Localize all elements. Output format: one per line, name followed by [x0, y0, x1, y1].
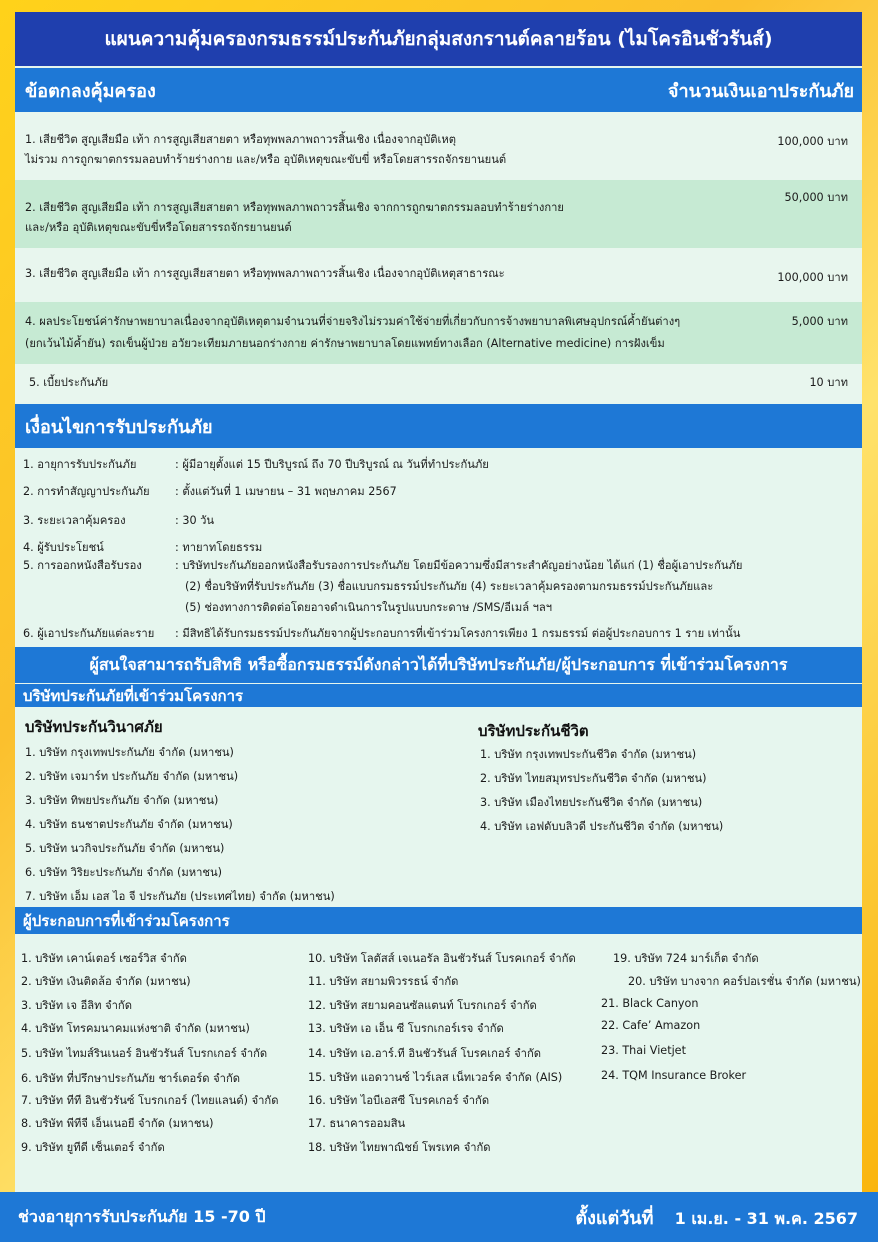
operator-item: 13. บริษัท เอ เอ็น ซี โบรกเกอร์เรจ จำกัด: [308, 1022, 504, 1035]
info-banner: ผู้สนใจสามารถรับสิทธิ หรือซื้อกรมธรรม์ดังกล่าวได้ที่บริษัทประกันภัย/ผู้ประกอบการ ที่เข้าร่วมโครงการ: [15, 647, 862, 683]
operator-item: 19. บริษัท 724 มาร์เก็ต จำกัด: [613, 952, 759, 965]
operator-item: 16. บริษัท ไอบีเอสซี โบรคเกอร์ จำกัด: [308, 1094, 490, 1107]
operator-item: 8. บริษัท พีทีจี เอ็นเนอยี จำกัด (มหาชน): [21, 1117, 214, 1130]
footer-period-value: 1 เม.ย. - 31 พ.ค. 2567: [674, 1208, 858, 1228]
life-title: บริษัทประกันชีวิต: [478, 722, 589, 740]
operator-item: 12. บริษัท สยามคอนซัลแตนท์ โบรกเกอร์ จำกัด: [308, 999, 537, 1012]
condition-value: : ทายาทโดยธรรม: [175, 541, 263, 554]
conditions-heading: เงื่อนไขการรับประกันภัย: [25, 416, 213, 438]
coverage-text: 5. เบี้ยประกันภัย: [29, 376, 109, 389]
operator-item: 3. บริษัท เจ อีลิท จำกัด: [21, 999, 132, 1012]
coverage-text: ไม่รวม การถูกฆาตกรรมลอบทำร้ายร่างกาย และ/หรือ อุบัติเหตุขณะขับขี่ หรือโดยสารรถจักรยานยนต์: [25, 153, 507, 166]
coverage-text: 1. เสียชีวิต สูญเสียมือ เท้า การสูญเสียสายตา หรือทุพพลภาพถาวรสิ้นเชิง เนื่องจากอุบัติเหตุ: [25, 133, 456, 146]
coverage-text: และ/หรือ อุบัติเหตุขณะขับขี่หรือโดยสารรถจักรยานยนต์: [25, 221, 292, 234]
nonlife-item: 5. บริษัท นวกิจประกันภัย จำกัด (มหาชน): [25, 842, 225, 855]
nonlife-item: 6. บริษัท วิริยะประกันภัย จำกัด (มหาชน): [25, 866, 222, 879]
operator-item: 23. Thai Vietjet: [601, 1044, 686, 1057]
condition-value-extra: (2) ชื่อบริษัทที่รับประกันภัย (3) ชื่อแบบกรมธรรม์ประกันภัย (4) ระยะเวลาคุ้มครองตามกรมธรรม์ประกันภัยและ: [185, 580, 714, 593]
condition-label: 4. ผู้รับประโยชน์: [23, 541, 104, 554]
operator-item: 9. บริษัท ยูทีดี เซ็นเตอร์ จำกัด: [21, 1141, 165, 1154]
condition-label: 5. การออกหนังสือรับรอง: [23, 559, 142, 572]
condition-label: 3. ระยะเวลาคุ้มครอง: [23, 514, 126, 527]
coverage-amount: 5,000 บาท: [791, 315, 848, 328]
operator-item: 24. TQM Insurance Broker: [601, 1069, 747, 1082]
condition-value: : ผู้มีอายุตั้งแต่ 15 ปีบริบูรณ์ ถึง 70 ปีบริบูรณ์ ณ วันที่ทำประกันภัย: [175, 458, 489, 471]
operator-item: 7. บริษัท ทีที อินชัวรันซ์ โบรกเกอร์ (ไทยแลนด์) จำกัด: [21, 1094, 279, 1107]
life-item: 2. บริษัท ไทยสมุทรประกันชีวิต จำกัด (มหาชน): [480, 772, 707, 785]
operator-item: 22. Cafe’ Amazon: [601, 1019, 701, 1032]
coverage-amount: 100,000 บาท: [777, 271, 848, 284]
coverage-amount: 50,000 บาท: [784, 191, 848, 204]
life-item: 3. บริษัท เมืองไทยประกันชีวิต จำกัด (มหาชน): [480, 796, 703, 809]
coverage-text: 4. ผลประโยชน์ค่ารักษาพยาบาลเนื่องจากอุบัติเหตุตามจำนวนที่จ่ายจริงไม่รวมค่าใช้จ่ายที่เกี่ยวกับการจ้างพยาบาลพิเศษอุปกรณ์ค้ำยันต่างๆ: [25, 315, 681, 328]
insurers-header: บริษัทประกันภัยที่เข้าร่วมโครงการ: [15, 684, 862, 708]
operator-item: 4. บริษัท โทรคมนาคมแห่งชาติ จำกัด (มหาชน): [21, 1022, 250, 1035]
condition-value: : 30 วัน: [175, 514, 215, 527]
conditions-header: [15, 404, 862, 448]
condition-row: [23, 557, 853, 617]
operator-item: 11. บริษัท สยามพิวรรธน์ จำกัด: [308, 975, 459, 988]
life-item: 1. บริษัท กรุงเทพประกันชีวิต จำกัด (มหาชน): [480, 748, 697, 761]
operator-item: 14. บริษัท เอ.อาร์.ที อินชัวรันส์ โบรคเกอร์ จำกัด: [308, 1047, 542, 1060]
nonlife-item: 7. บริษัท เอ็ม เอส ไอ จี ประกันภัย (ประเทศไทย) จำกัด (มหาชน): [25, 890, 335, 903]
coverage-header: [15, 68, 862, 112]
operator-item: 1. บริษัท เคาน์เตอร์ เซอร์วิส จำกัด: [21, 952, 187, 965]
coverage-row-2: [15, 180, 862, 248]
amount-heading: จำนวนเงินเอาประกันภัย: [667, 80, 854, 102]
coverage-text: (ยกเว้นไม้ค้ำยัน) รถเข็นผู้ป่วย อวัยวะเทียมภายนอกร่างกาย ค่ารักษาพยาบาลโดยแพทย์ทางเลือก (Alternative medicine) การฝังเข็ม: [25, 337, 665, 350]
life-item: 4. บริษัท เอฟดับบลิวดี ประกันชีวิต จำกัด (มหาชน): [480, 820, 724, 833]
coverage-row-1: [15, 112, 862, 180]
footer-bar: [0, 1192, 878, 1242]
coverage-row-5: [15, 364, 862, 402]
page-title: แผนความคุ้มครองกรมธรรม์ประกันภัยกลุ่มสงกรานต์คลายร้อน (ไมโครอินชัวรันส์): [15, 12, 862, 66]
nonlife-item: 4. บริษัท ธนชาตประกันภัย จำกัด (มหาชน): [25, 818, 233, 831]
operators-area: [15, 934, 862, 1162]
coverage-text: 2. เสียชีวิต สูญเสียมือ เท้า การสูญเสียสายตา หรือทุพพลภาพถาวรสิ้นเชิง จากการถูกฆาตกรรมลอบทำร้ายร่างกาย: [25, 201, 564, 214]
condition-value: : มีสิทธิได้รับกรมธรรม์ประกันภัยจากผู้ประกอบการที่เข้าร่วมโครงการเพียง 1 กรมธรรม์ ต่อผู้ประกอบการ 1 ราย เท่านั้น: [175, 627, 741, 640]
coverage-amount: 100,000 บาท: [777, 135, 848, 148]
coverage-amount: 10 บาท: [809, 376, 848, 389]
operator-item: 10. บริษัท โลตัสส์ เจเนอรัล อินชัวรันส์ โบรคเกอร์ จำกัด: [308, 952, 576, 965]
condition-value: : บริษัทประกันภัยออกหนังสือรับรองการประกันภัย โดยมีข้อความซึ่งมีสาระสำคัญอย่างน้อย ได้แก่ (1) ชื่อผู้เอาประกันภัย: [175, 559, 743, 572]
coverage-heading: ข้อตกลงคุ้มครอง: [25, 80, 156, 102]
operator-item: 6. บริษัท ที่ปรึกษาประกันภัย ชาร์เตอร์ด จำกัด: [21, 1072, 240, 1085]
nonlife-item: 3. บริษัท ทิพยประกันภัย จำกัด (มหาชน): [25, 794, 219, 807]
nonlife-title: บริษัทประกันวินาศภัย: [25, 718, 163, 736]
coverage-row-4: [15, 302, 862, 364]
coverage-row-3: [15, 248, 862, 302]
coverage-text: 3. เสียชีวิต สูญเสียมือ เท้า การสูญเสียสายตา หรือทุพพลภาพถาวรสิ้นเชิง เนื่องจากอุบัติเหตุสาธารณะ: [25, 267, 505, 280]
operator-item: 15. บริษัท แอดวานซ์ ไวร์เลส เน็ทเวอร์ค จำกัด (AIS): [308, 1071, 563, 1084]
condition-label: 2. การทำสัญญาประกันภัย: [23, 485, 150, 498]
operator-item: 20. บริษัท บางจาก คอร์ปอเรชั่น จำกัด (มหาชน): [628, 975, 861, 988]
operator-item: 17. ธนาคารออมสิน: [308, 1117, 406, 1130]
condition-value-extra: (5) ช่องทางการติดต่อโดยอาจดำเนินการในรูปแบบกระดาษ /SMS/อีเมล์ ฯลฯ: [185, 601, 553, 614]
condition-label: 1. อายุการรับประกันภัย: [23, 458, 137, 471]
insurers-area: [15, 707, 862, 905]
operators-header: ผู้ประกอบการที่เข้าร่วมโครงการ: [15, 907, 862, 934]
operator-item: 18. บริษัท ไทยพาณิชย์ โพรเทค จำกัด: [308, 1141, 491, 1154]
operator-item: 5. บริษัท ไทมส์รินเนอร์ อินชัวรันส์ โบรกเกอร์ จำกัด: [21, 1047, 268, 1060]
footer-age-range: ช่วงอายุการรับประกันภัย 15 -70 ปี: [18, 1206, 266, 1226]
condition-label: 6. ผู้เอาประกันภัยแต่ละราย: [23, 627, 155, 640]
footer-period-label: ตั้งแต่วันที่: [575, 1207, 654, 1229]
footer-period: [575, 1203, 858, 1232]
nonlife-item: 1. บริษัท กรุงเทพประกันภัย จำกัด (มหาชน): [25, 746, 234, 759]
condition-value: : ตั้งแต่วันที่ 1 เมษายน – 31 พฤษภาคม 2567: [175, 485, 397, 498]
operator-item: 21. Black Canyon: [601, 997, 699, 1010]
conditions-area: [15, 448, 862, 644]
nonlife-item: 2. บริษัท เจมาร์ท ประกันภัย จำกัด (มหาชน): [25, 770, 239, 783]
operator-item: 2. บริษัท เงินติดล้อ จำกัด (มหาชน): [21, 975, 191, 988]
